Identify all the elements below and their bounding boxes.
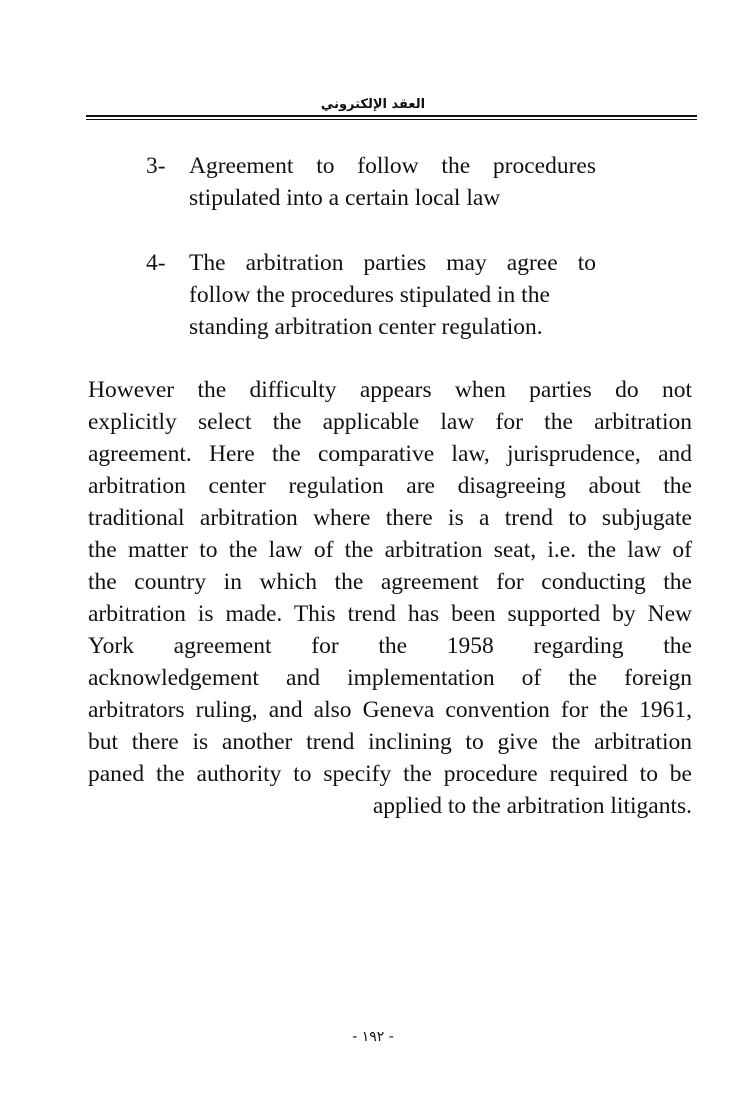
text-line: However the difficulty appears when parties do not (88, 377, 692, 403)
text-line: the matter to the law of the arbitration seat, i.e. the law of (88, 537, 692, 563)
running-header-title: العقد الإلكتروني (320, 97, 426, 112)
text-line: traditional arbitration where there is a trend to subjugate (88, 505, 692, 531)
text-line: arbitration is made. This trend has been supported by New (88, 601, 692, 627)
list-item (146, 150, 596, 214)
list-item-number: 4- (146, 250, 166, 276)
numbered-list (146, 150, 596, 343)
text-line: arbitration center regulation are disagreeing about the (88, 473, 692, 499)
page-number: - ١٩٢ - (352, 1029, 394, 1045)
text-line: agreement. Here the comparative law, jurisprudence, and (88, 441, 692, 467)
text-line: applied to the arbitration litigants. (372, 793, 692, 819)
text-line: acknowledgement and implementation of the foreign (88, 665, 692, 691)
text-line: follow the procedures stipulated in the (189, 282, 550, 308)
text-line: the country in which the agreement for conducting the (88, 569, 692, 595)
text-line: standing arbitration center regulation. (189, 314, 543, 340)
header-rule-thin (86, 119, 697, 120)
text-line: explicitly select the applicable law for the arbitration (88, 409, 692, 435)
text-line: paned the authority to specify the procedure required to be (88, 761, 692, 787)
text-line: but there is another trend inclining to give the arbitration (88, 729, 692, 755)
list-item-text (189, 247, 596, 343)
text-line: Agreement to follow the procedures (189, 153, 596, 179)
text-line: York agreement for the 1958 regarding the (88, 633, 692, 659)
list-item-number: 3- (146, 153, 166, 179)
header-rule-thick (86, 115, 697, 117)
body-paragraph (88, 374, 692, 822)
list-item (146, 247, 596, 343)
list-item-text (189, 150, 596, 214)
text-line: The arbitration parties may agree to (189, 250, 596, 276)
text-line: arbitrators ruling, and also Geneva convention for the 1961, (88, 697, 692, 723)
text-line: stipulated into a certain local law (189, 185, 501, 211)
